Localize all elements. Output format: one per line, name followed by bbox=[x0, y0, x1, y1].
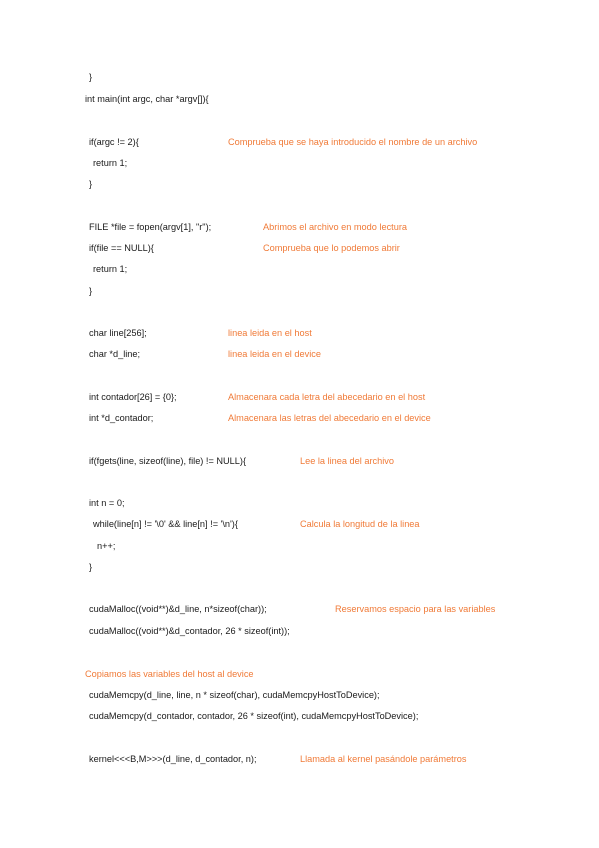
code-line-cudamalloc-line: cudaMalloc((void**)&d_line, n*sizeof(char)); bbox=[89, 604, 267, 614]
comment-read-line: Lee la linea del archivo bbox=[300, 456, 394, 466]
code-line-n-increment: n++; bbox=[97, 541, 116, 551]
code-line-return-1: return 1; bbox=[93, 158, 128, 168]
comment-copy-host-to-device: Copiamos las variables del host al device bbox=[85, 669, 254, 679]
comment-device-contador: Almacenara las letras del abecedario en el device bbox=[228, 413, 431, 423]
code-line-while: while(line[n] != '\0' && line[n] != '\n'){ bbox=[93, 519, 238, 529]
code-line-if-argc: if(argc != 2){ bbox=[89, 137, 139, 147]
code-line-closing-brace: } bbox=[89, 286, 93, 296]
code-line-cudamemcpy-line: cudaMemcpy(d_line, line, n * sizeof(char), cudaMemcpyHostToDevice); bbox=[89, 690, 380, 700]
comment-device-line: linea leida en el device bbox=[228, 349, 321, 359]
code-line-fgets: if(fgets(line, sizeof(line), file) != NULL){ bbox=[89, 456, 247, 466]
code-line-cudamemcpy-contador: cudaMemcpy(d_contador, contador, 26 * sizeof(int), cudaMemcpyHostToDevice); bbox=[89, 711, 419, 721]
comment-line-length: Calcula la longitud de la linea bbox=[300, 519, 420, 529]
code-line-closing-brace: } bbox=[89, 562, 93, 572]
code-line-main-signature: int main(int argc, char *argv[]){ bbox=[85, 94, 209, 104]
code-line-return-1: return 1; bbox=[93, 264, 128, 274]
code-line-kernel-call: kernel<<<B,M>>>(d_line, d_contador, n); bbox=[89, 754, 257, 764]
comment-check-argc: Comprueba que se haya introducido el nombre de un archivo bbox=[228, 137, 478, 147]
code-line-d-contador: int *d_contador; bbox=[89, 413, 154, 423]
comment-host-line: linea leida en el host bbox=[228, 328, 312, 338]
comment-host-contador: Almacenara cada letra del abecedario en el host bbox=[228, 392, 426, 402]
code-line-cudamalloc-contador: cudaMalloc((void**)&d_contador, 26 * sizeof(int)); bbox=[89, 626, 290, 636]
code-line-int-n: int n = 0; bbox=[89, 498, 125, 508]
code-line-if-file-null: if(file == NULL){ bbox=[89, 243, 154, 253]
comment-kernel-call: Llamada al kernel pasándole parámetros bbox=[300, 754, 467, 764]
code-line-closing-brace: } bbox=[89, 72, 93, 82]
comment-open-file: Abrimos el archivo en modo lectura bbox=[263, 222, 408, 232]
code-line-closing-brace: } bbox=[89, 179, 93, 189]
code-line-d-line: char *d_line; bbox=[89, 349, 141, 359]
code-line-contador: int contador[26] = {0}; bbox=[89, 392, 177, 402]
code-line-char-line: char line[256]; bbox=[89, 328, 147, 338]
comment-check-open: Comprueba que lo podemos abrir bbox=[263, 243, 400, 253]
comment-reserve-space: Reservamos espacio para las variables bbox=[335, 604, 496, 614]
code-line-fopen: FILE *file = fopen(argv[1], "r"); bbox=[89, 222, 212, 232]
